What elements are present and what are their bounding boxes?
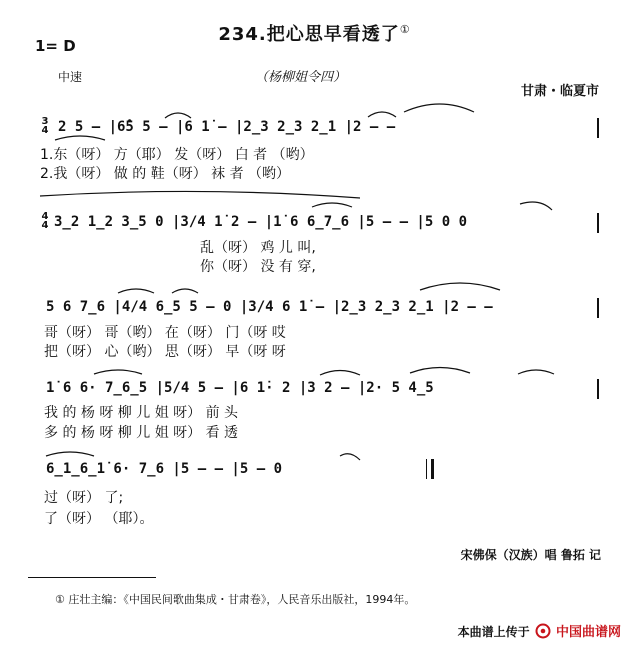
slur-arc (94, 370, 142, 374)
lyrics-row-3-verse-2: 把（呀） 心（哟） 思（呀） 早（呀 呀 (44, 344, 286, 360)
time-signature-3-4: 3 4 (41, 116, 49, 136)
slur-arc (172, 289, 198, 293)
footnote-divider (28, 577, 156, 578)
key-signature: 1= D (35, 37, 76, 55)
lyrics-row-1-verse-2: 2.我（呀） 做 的 鞋（呀） 袜 者 （哟） (40, 166, 291, 182)
notation-row-1: 2 5 — |6̂5 5 — |6 1̇ — |2̲3 2̲3 2̲1 |2 — — (58, 119, 396, 135)
song-origin: 甘肃・临夏市 (520, 84, 599, 99)
lyrics-row-1-verse-1: 1.东（呀） 方（耶） 发（呀） 白 者 （哟） (40, 147, 314, 163)
site-brand-name: 中国曲谱网 (555, 625, 621, 640)
slur-arc (165, 113, 191, 118)
slur-arc (410, 368, 470, 374)
singer-recorder-credit: 宋佛保（汉族）唱 鲁拓 记 (460, 548, 601, 562)
tempo-marking: 中速 (58, 70, 83, 84)
notation-row-4: 1̇ 6 6· 7̲6̲5 |5/4 5 — |6 1̇· 2 |3 2 — |2· 5 4̲5 (46, 380, 434, 396)
slur-arc (520, 202, 552, 210)
slur-arc (55, 136, 105, 140)
slur-arc (118, 289, 154, 293)
lyrics-row-5-verse-2: 了（呀） （耶）。 (44, 511, 154, 527)
lyrics-row-5-verse-1: 过（呀） 了; (44, 490, 124, 506)
slur-arc (340, 454, 360, 460)
notation-row-5: 6̲1̲6̲1̇ 6· 7̲6 |5 — — |5 — 0 (46, 461, 283, 477)
lyrics-row-4-verse-2: 多 的 杨 呀 柳 儿 姐 呀） 看 透 (44, 425, 239, 441)
notation-row-2: 3̲2 1̲2 3̲5 0 |3/4 1̇ 2 — |1̇ 6 6̲7̲6 |5 — — |5 0 0 (54, 214, 468, 230)
lyrics-row-2-verse-1: 乱（呀） 鸡 儿 叫, (200, 240, 316, 256)
footnote-text: ① 庄壮主编：《中国民间歌曲集成・甘肃卷》，人民音乐出版社，1994年。 (55, 593, 416, 606)
slur-arc (518, 370, 554, 374)
slur-arc (40, 191, 360, 198)
upload-credit (458, 621, 621, 640)
slur-arc (320, 371, 360, 376)
slur-arc (420, 283, 500, 290)
footnote-mark: ① (399, 23, 411, 36)
notation-row-3: 5 6 7̲6 |4/4 6̲5 5 — 0 |3/4 6 1̇ — |2̲3 2̲3 2̲1 |2 — — (46, 299, 493, 315)
slur-arc (46, 452, 94, 456)
site-logo-icon (534, 623, 552, 639)
slur-arc (404, 104, 474, 112)
lyrics-row-4-verse-1: 我 的 杨 呀 柳 儿 姐 呀） 前 头 (44, 405, 239, 421)
lyrics-row-3-verse-1: 哥（呀） 哥（哟） 在（呀） 门（呀 哎 (44, 325, 286, 341)
slur-arc (312, 203, 352, 207)
slur-arc (368, 112, 396, 117)
tune-subtitle: （杨柳姐令四） (255, 70, 347, 85)
song-title: 234.把心思早看透了① (218, 23, 411, 45)
time-signature-4-4: 4 4 (41, 211, 49, 231)
upload-prefix: 本曲谱上传于 (457, 625, 530, 639)
lyrics-row-2-verse-2: 你（呀） 没 有 穿, (200, 259, 316, 275)
